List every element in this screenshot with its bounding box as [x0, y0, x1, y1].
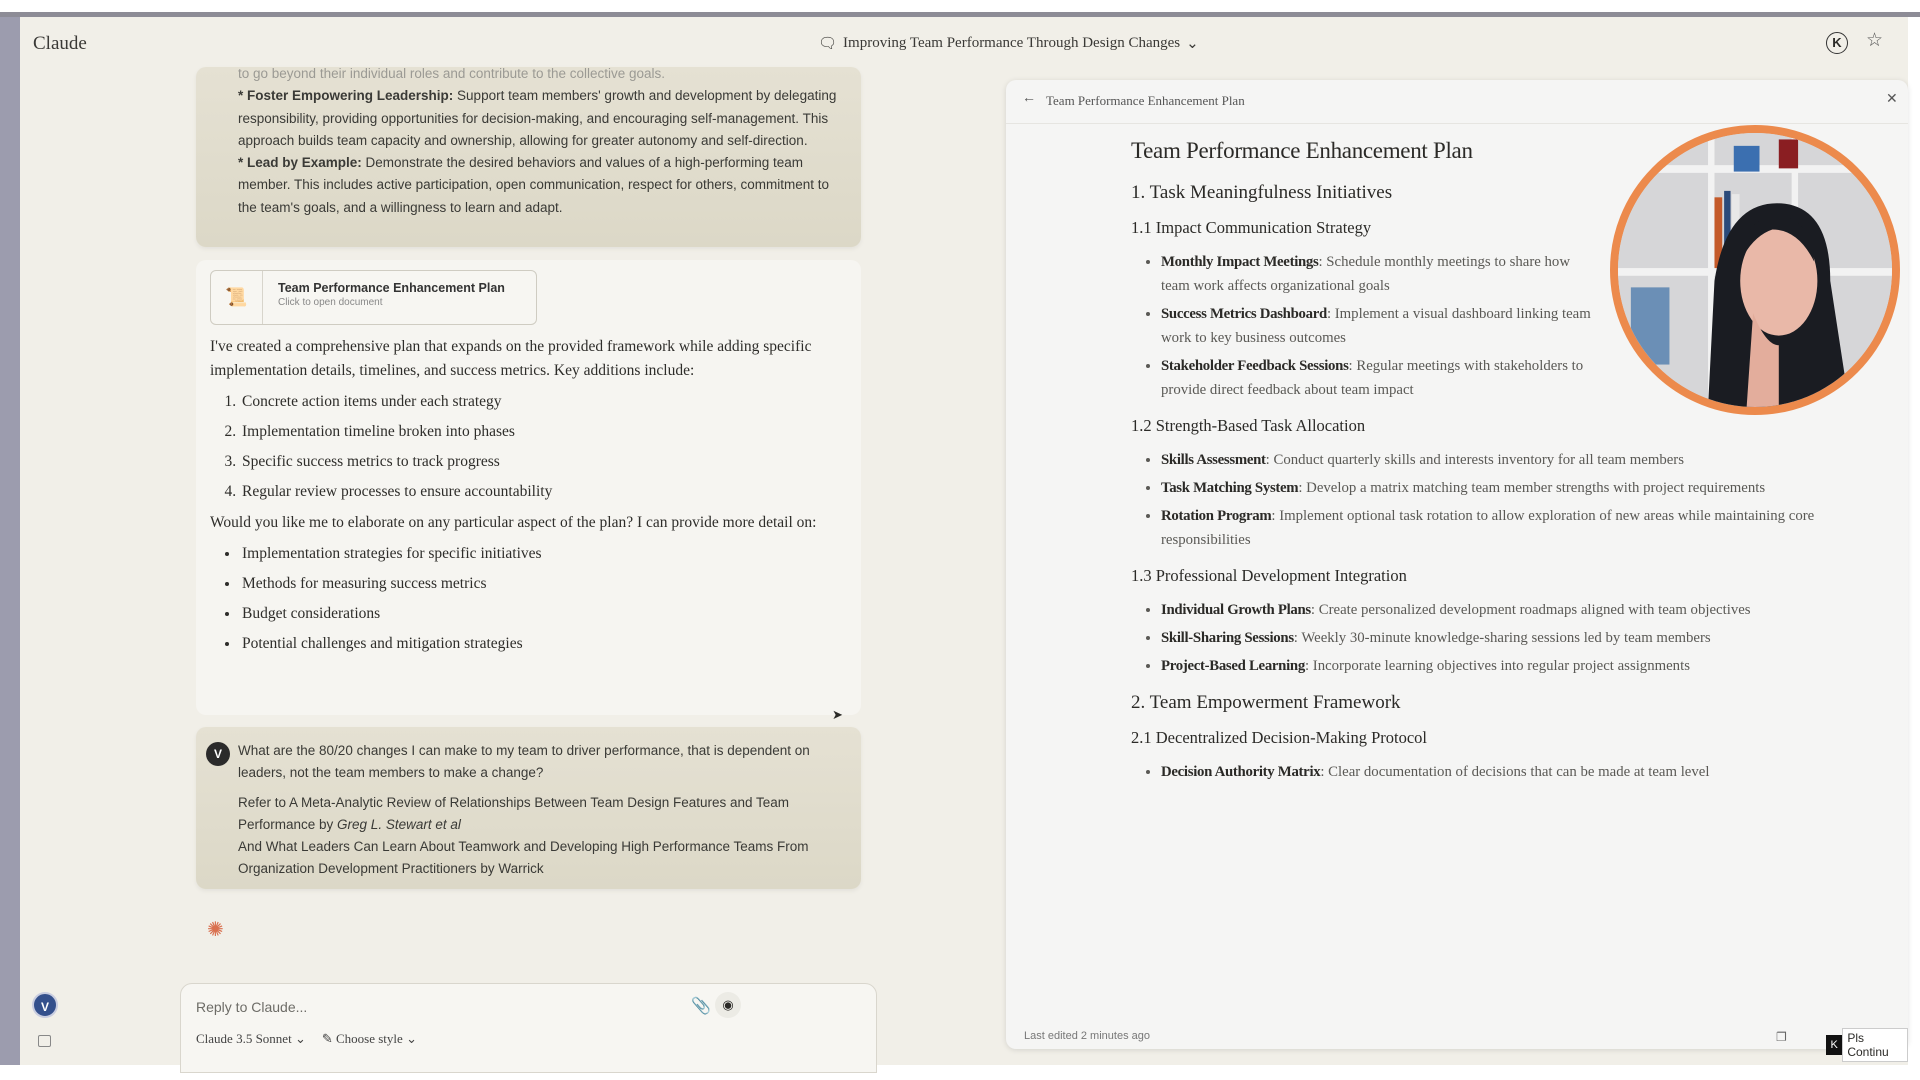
message-item — [238, 152, 837, 219]
overlay-chip[interactable] — [1826, 1028, 1908, 1062]
assistant-message — [196, 260, 861, 715]
item-label: * Foster Empowering Leadership: — [238, 88, 454, 104]
item-label: Success Metrics Dashboard — [1161, 306, 1327, 322]
model-selector[interactable]: Claude 3.5 Sonnet ⌄ — [196, 1031, 306, 1046]
user-avatar-sidebar[interactable]: V — [32, 992, 58, 1018]
document-title: Team Performance Enhancement Plan — [1131, 138, 1473, 163]
sidebar-toggle-icon[interactable] — [38, 1035, 51, 1047]
conversation-title: Improving Team Performance Through Design Changes — [843, 35, 1181, 51]
list-item: • Budget considerations — [240, 599, 847, 629]
item-label: Skill-Sharing Sessions — [1161, 630, 1294, 646]
document-card-title: Team Performance Enhancement Plan — [278, 281, 505, 295]
item-label: Project-Based Learning — [1161, 658, 1305, 674]
list-item — [1161, 598, 1871, 622]
artifact-header-title: Team Performance Enhancement Plan — [1046, 93, 1245, 108]
style-label: Choose style — [336, 1031, 403, 1046]
document-card[interactable] — [210, 270, 537, 325]
close-icon[interactable]: ✕ — [1886, 92, 1898, 107]
item-text: : Clear documentation of decisions that can be made at team level — [1320, 764, 1710, 780]
user-avatar: V — [206, 742, 230, 766]
copy-icon[interactable]: ❐ — [1776, 1030, 1787, 1044]
list-item: 4. Regular review processes to ensure accountability — [240, 477, 847, 507]
item-text: : Conduct quarterly skills and interests inventory for all team members — [1265, 452, 1684, 468]
item-label: Skills Assessment — [1161, 452, 1266, 468]
options-list — [240, 539, 847, 659]
item-text: : Incorporate learning objectives into regular project assignments — [1304, 658, 1690, 674]
item-text: : Implement optional task rotation to allow exploration of new areas while maintaining core responsibilities — [1161, 508, 1815, 548]
reply-input[interactable]: Reply to Claude... — [196, 999, 308, 1015]
chevron-down-icon: ⌄ — [1186, 36, 1199, 52]
bullet-list — [1161, 598, 1871, 678]
document-card-subtitle: Click to open document — [278, 297, 383, 308]
list-item — [1161, 504, 1871, 552]
reference-text: Refer to A Meta-Analytic Review of Relationships Between Team Design Features and Team Performance by — [238, 794, 790, 832]
list-item: • Methods for measuring success metrics — [240, 569, 847, 599]
item-label: Individual Growth Plans — [1161, 602, 1311, 618]
last-edited-status: Last edited 2 minutes ago — [1024, 1030, 1150, 1042]
reply-composer[interactable] — [180, 983, 877, 1073]
paperclip-icon[interactable]: 📎 — [691, 998, 711, 1015]
artifact-header — [1006, 80, 1908, 124]
item-text: Support team members' growth and development by delegating responsibility, providing opportunities for decision-making, and encouraging self-management. This approach builds team capacity and ownership, allowing for greater autonomy and self-direction. — [238, 88, 837, 148]
voice-button[interactable]: ◉ — [715, 992, 741, 1018]
list-item: 3. Specific success metrics to track progress — [240, 447, 847, 477]
reference-2: And What Leaders Can Learn About Teamwork and Developing High Performance Teams From Organization Development Practitioners by Warrick — [238, 839, 809, 877]
mouse-cursor: ➤ — [832, 707, 843, 722]
subsection-heading: 1.3 Professional Development Integration — [1131, 566, 1407, 585]
previous-user-message — [196, 67, 861, 247]
composer-options — [196, 1031, 417, 1047]
subsection-heading: 2.1 Decentralized Decision-Making Protocol — [1131, 728, 1427, 747]
reference-1 — [238, 792, 837, 881]
list-item: 1. Concrete action items under each strategy — [240, 387, 847, 417]
brand-logo[interactable]: Claude — [33, 33, 87, 54]
faded-line: to go beyond their individual roles and contribute to the collective goals. — [238, 66, 666, 81]
os-left-strip — [0, 17, 20, 1065]
model-label: Claude 3.5 Sonnet — [196, 1031, 292, 1046]
style-selector[interactable]: ✎ Choose style ⌄ — [321, 1031, 417, 1046]
reference-author: Greg L. Stewart et al — [337, 816, 461, 832]
subsection-heading: 1.1 Impact Communication Strategy — [1131, 218, 1372, 237]
webcam-overlay — [1610, 125, 1900, 415]
item-text: : Weekly 30-minute knowledge-sharing sessions led by team members — [1293, 630, 1711, 646]
list-item — [1161, 760, 1871, 784]
list-item — [1161, 448, 1871, 472]
overlay-badge: K — [1826, 1035, 1842, 1055]
user-question: What are the 80/20 changes I can make to my team to driver performance, that is dependent on leaders, not the team members to make a change? — [238, 743, 810, 781]
overlay-text: Pls Continu — [1842, 1028, 1908, 1062]
item-label: Monthly Impact Meetings — [1161, 254, 1319, 270]
assistant-question: Would you like me to elaborate on any particular aspect of the plan? I can provide more detail on: — [210, 514, 817, 531]
back-arrow-icon[interactable]: ← — [1022, 91, 1036, 106]
item-label: Rotation Program — [1161, 508, 1272, 524]
section-heading: 1. Task Meaningfulness Initiatives — [1131, 182, 1393, 203]
item-label: Task Matching System — [1161, 480, 1299, 496]
claude-app — [20, 17, 1908, 1065]
item-text: : Implement a visual dashboard linking team work to key business outcomes — [1161, 306, 1591, 346]
chat-icon: 🗨 — [818, 36, 838, 52]
assistant-intro: I've created a comprehensive plan that expands on the provided framework while adding specific implementation details, timelines, and success metrics. Key additions include: — [210, 338, 812, 379]
item-label: * Lead by Example: — [238, 155, 362, 171]
item-label: Decision Authority Matrix — [1161, 764, 1321, 780]
list-item — [1161, 626, 1871, 650]
webcam-video — [1618, 133, 1892, 407]
list-item: • Implementation strategies for specific initiatives — [240, 539, 847, 569]
item-text: : Create personalized development roadmaps aligned with team objectives — [1310, 602, 1751, 618]
account-badge[interactable]: K — [1826, 32, 1848, 54]
item-text: : Develop a matrix matching team member strengths with project requirements — [1298, 480, 1766, 496]
item-text: : Schedule monthly meetings to share how team work affects organizational goals — [1161, 254, 1571, 294]
item-text: Demonstrate the desired behaviors and values of a high-performing team member. This includes active participation, open communication, respect for others, commitment to the team's goals, and a willingness to learn and adapt. — [238, 155, 830, 215]
subsection-heading: 1.2 Strength-Based Task Allocation — [1131, 416, 1366, 435]
item-label: Stakeholder Feedback Sessions — [1161, 358, 1349, 374]
bullet-list — [1161, 448, 1871, 552]
item-text: : Regular meetings with stakeholders to provide direct feedback about team impact — [1161, 358, 1584, 398]
document-icon: 📜 — [211, 271, 263, 324]
additions-list — [240, 387, 847, 507]
list-item: • Potential challenges and mitigation strategies — [240, 629, 847, 659]
message-item — [238, 85, 837, 152]
list-item — [1161, 654, 1871, 678]
claude-spark-icon: ✺ — [207, 919, 224, 941]
star-icon[interactable]: ☆ — [1866, 30, 1884, 51]
list-item: 2. Implementation timeline broken into phases — [240, 417, 847, 447]
list-item — [1161, 476, 1871, 500]
conversation-title-button[interactable] — [818, 34, 1199, 53]
section-heading: 2. Team Empowerment Framework — [1131, 692, 1401, 713]
latest-user-message — [196, 727, 861, 889]
bullet-list — [1161, 760, 1871, 784]
